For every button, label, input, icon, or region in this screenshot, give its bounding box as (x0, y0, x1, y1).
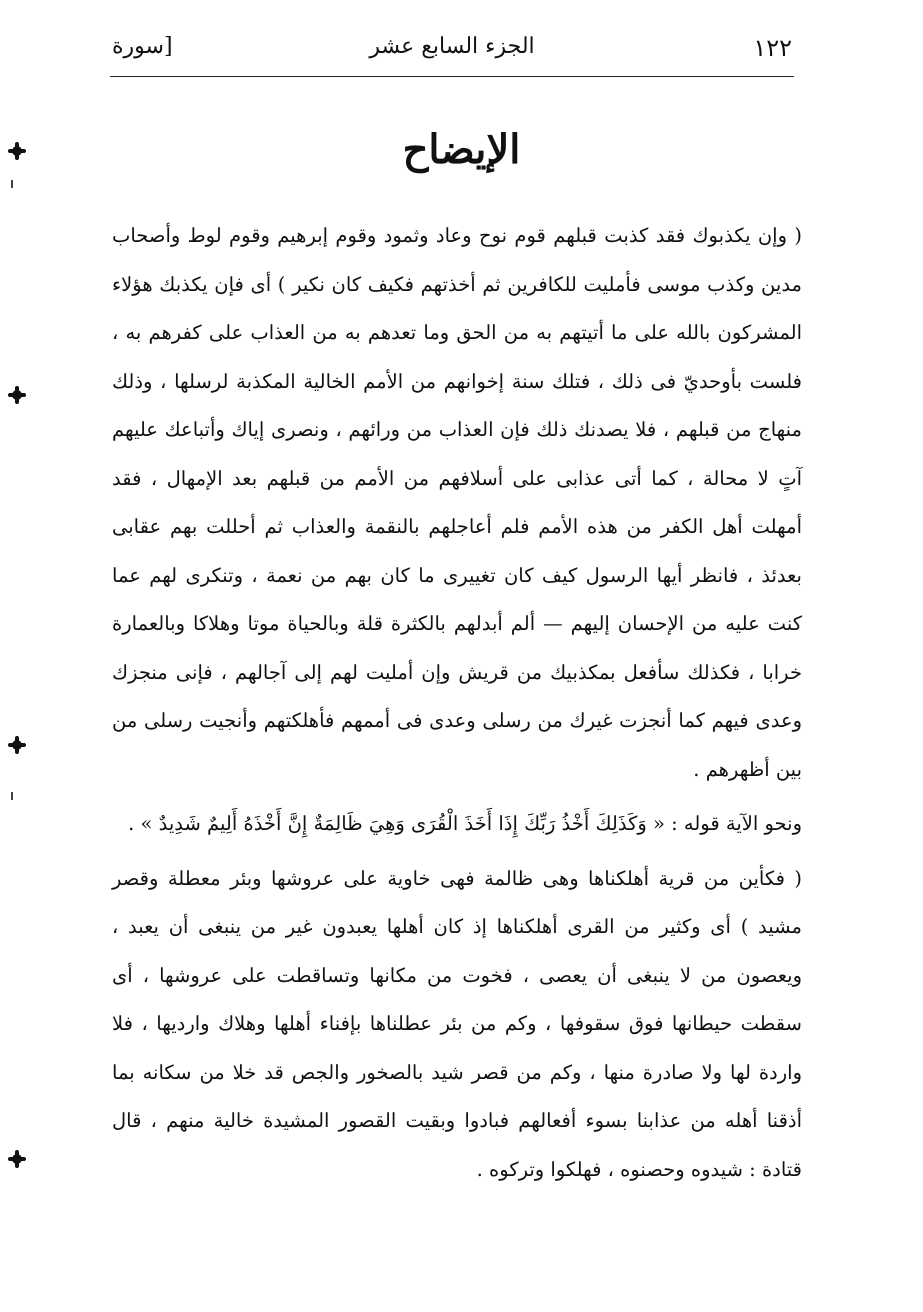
surah-label: [سورة (112, 34, 173, 59)
page-header (112, 34, 792, 74)
body-text (112, 212, 802, 1200)
margin-tick-icon (11, 792, 13, 800)
paragraph-1: ( وإن يكذبوك فقد كذبت قبلهم قوم نوح وعاد وثمود وقوم إبرهيم وقوم لوط وأصحاب مدين وكذب موسى فأمليت للكافرين ثم أخذتهم فكيف كان نكير ) أى فإن يكذبك هؤلاء المشركون بالله على ما أتيتهم به من الحق وما تعدهم به من العذاب على كفرهم به ، فلست بأوحديّ فى ذلك ، فتلك سنة إخوانهم من الأمم الخالية المكذبة لرسلها ، وذلك منهاج من قبلهم ، فلا يصدنك ذلك فإن العذاب من ورائهم ، ونصرى إياك وأتباعك عليهم آتٍ لا محالة ، كما أتى عذابى على أسلافهم من الأمم من قبلهم بعد الإمهال ، فقد أمهلت أهل الكفر من هذه الأمم فلم أعاجلهم بالنقمة والعذاب ثم أحللت بهم عقابى بعدئذ ، فانظر أيها الرسول كيف كان تغييرى ما كان بهم من نعمة ، وتنكرى لهم عما كنت عليه من الإحسان إليهم — ألم أبدلهم بالكثرة قلة وبالحياة موتا وهلاكا وبالعمارة خرابا ، فكذلك سأفعل بمكذبيك من قريش وإن أمليت لهم إلى آجالهم ، فإنى منجزك وعدى فيهم كما أنجزت غيرك من رسلى وعدى فى أممهم فأهلكتهم وأنجيت رسلى من بين أظهرهم . (112, 224, 802, 781)
binding-hole-mark-icon (8, 736, 26, 754)
paragraph-2: ونحو الآية قوله : « وَكَذَلِكَ أَخْذُ رَبِّكَ إِذَا أَخَذَ الْقُرَى وَهِيَ ظَالِمَةٌ إِنَّ أَخْذَهُ أَلِيمٌ شَدِيدٌ » . (128, 812, 802, 835)
header-divider (110, 76, 794, 77)
binding-hole-mark-icon (8, 386, 26, 404)
binding-hole-mark-icon (8, 1150, 26, 1168)
page-number: ١٢٢ (753, 34, 792, 62)
running-title: الجزء السابع عشر (369, 34, 535, 59)
binding-hole-mark-icon (8, 142, 26, 160)
section-title: الإيضاح (402, 126, 521, 173)
margin-tick-icon (11, 180, 13, 188)
paragraph-3: ( فكأين من قرية أهلكناها وهى ظالمة فهى خاوية على عروشها وبئر معطلة وقصر مشيد ) أى وكثير من القرى أهلكناها إذ كان أهلها يعبدون غير من ينبغى أن يعبد ، ويعصون من لا ينبغى أن يعصى ، فخوت من مكانها وتساقطت على عروشها ، أى سقطت حيطانها فوق سقوفها ، وكم من بئر عطلناها بإفناء أهلها وهلاك وارديها ، فلا واردة لها ولا صادرة منها ، وكم من قصر شيد بالصخور والجص قد خلا من سكانه بما أذقنا أهله من عذابنا بسوء أفعالهم فبادوا وبقيت القصور المشيدة خالية منهم ، قال قتادة : شيدوه وحصنوه ، فهلكوا وتركوه . (112, 866, 802, 1181)
